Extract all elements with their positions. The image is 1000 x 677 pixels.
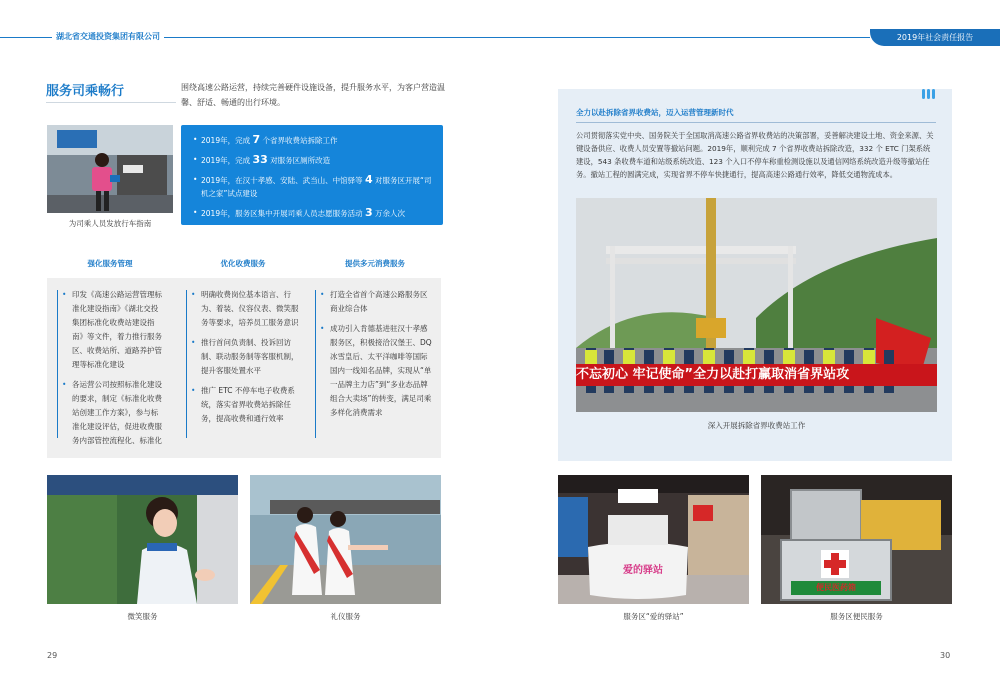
column-consumption (320, 288, 434, 454)
photo-smile-service (47, 475, 238, 604)
page-number-right: 30 (940, 651, 951, 660)
medkit-label: 便民医药箱 (816, 583, 856, 592)
report-title-tab: 2019年社会责任报告 (870, 29, 1000, 46)
photo-convenience-service (761, 475, 952, 604)
list-item: • 成功引入肯德基进驻汉十孝感服务区，积极接洽汉堡王、DQ 冰雪皇后、太平洋咖啡等国际国内一线知名品牌，实现从“单一品牌主力店”到“多业态品牌组合大卖场”的转变，满足司乘多样化消费需求 (320, 322, 434, 420)
photo-caption: 深入开展拆除省界收费站工作 (707, 421, 806, 430)
column-toll (191, 288, 305, 454)
page-number-left: 29 (47, 651, 58, 660)
banner-slogan: 不忘初心 牢记使命”全力以赴打赢取消省界站攻 (576, 367, 850, 382)
kiosk-sign: 爱的驿站 (623, 565, 663, 576)
company-name: 湖北省交通投资集团有限公司 (52, 31, 164, 42)
column-heading-management: 强化服务管理 (87, 259, 133, 268)
list-item: • 推广 ETC 不停车电子收费系统，落实省界收费站拆除任务，提高收费和通行效率 (191, 384, 305, 426)
list-item: • 推行首问负责制、投诉回访制、联动服务制等客服机制，提升客服处置水平 (191, 336, 305, 378)
column-heading-toll: 优化收费服务 (220, 259, 266, 268)
photo-caption: 微笑服务 (127, 612, 158, 621)
section-title: 服务司乘畅行 (46, 84, 125, 99)
photo-caption: 为司乘人员发放行车指南 (68, 219, 152, 228)
feature-box-text: 公司贯彻落实党中央、国务院关于全国取消高速公路省界收费站的决策部署，妥善解决建设土地、资金来源、关键设备供应、收费人员安置等撤站问题。2019年，顺利完成 7 个省界收费站拆除改造，332 个 ETC 门架系统建设，543 条收费车道和站级系统改造、123 个入口不停车称重检测设施以及通信网络系统改造升级等撤站任务。撤站工程的圆满完成，实现省界不停车快捷通行，提高高速公路通行效率，降低交通物流成本。 (576, 131, 934, 179)
section-divider (46, 102, 176, 103)
photo-etiquette-service (250, 475, 441, 604)
photo-caption: 服务区“爱的驿站” (623, 612, 684, 621)
decorative-bars-icon (922, 84, 937, 103)
list-item: • 印发《高速公路运营管理标准化建设指南》《湖北交投集团标准化收费站建设指南》等文件，着力推行服务区、收费站所、道路养护管理等标准化建设 (62, 288, 164, 372)
highlight-item: • 2019年，完成 7 个省界收费站拆除工作 (193, 133, 433, 147)
feature-box-divider (576, 122, 936, 123)
photo-love-station (558, 475, 749, 604)
section-intro: 围绕高速公路运营，持续完善硬件设施设备，提升服务水平，为客户营造温馨、舒适、畅通的出行环境。 (181, 83, 445, 107)
column-management (62, 288, 164, 454)
photo-gantry-removal (576, 198, 937, 412)
column-rule (315, 290, 316, 438)
feature-box-title: 全力以赴拆除省界收费站，迈入运营管理新时代 (576, 108, 734, 117)
photo-guide-distribution (47, 125, 173, 213)
column-rule (186, 290, 187, 438)
list-item: • 各运营公司按照标准化建设的要求，制定《标准化收费站创建工作方案》，参与标准化建设评估，促进收费服务内部管控流程化、标准化 (62, 378, 164, 448)
photo-caption: 礼仪服务 (330, 612, 361, 621)
highlight-item: • 2019年，服务区集中开展司乘人员志愿服务活动 3 万余人次 (193, 206, 433, 220)
list-item: • 打造全省首个高速公路服务区商业综合体 (320, 288, 434, 316)
highlight-item: • 2019年，完成 33 对服务区厕所改造 (193, 153, 433, 167)
highlights-box (181, 125, 443, 225)
highlight-item: • 2019年，在汉十孝感、安陆、武当山、中馆驿等 4 对服务区开展“司机之家”试点建设 (193, 173, 433, 200)
photo-caption: 服务区便民服务 (830, 612, 883, 621)
column-rule (57, 290, 58, 438)
column-heading-consumption: 提供多元消费服务 (345, 259, 405, 268)
list-item: • 明确收费岗位基本语言、行为、着装、仪容仪表、微笑服务等要求，培养员工服务意识 (191, 288, 305, 330)
